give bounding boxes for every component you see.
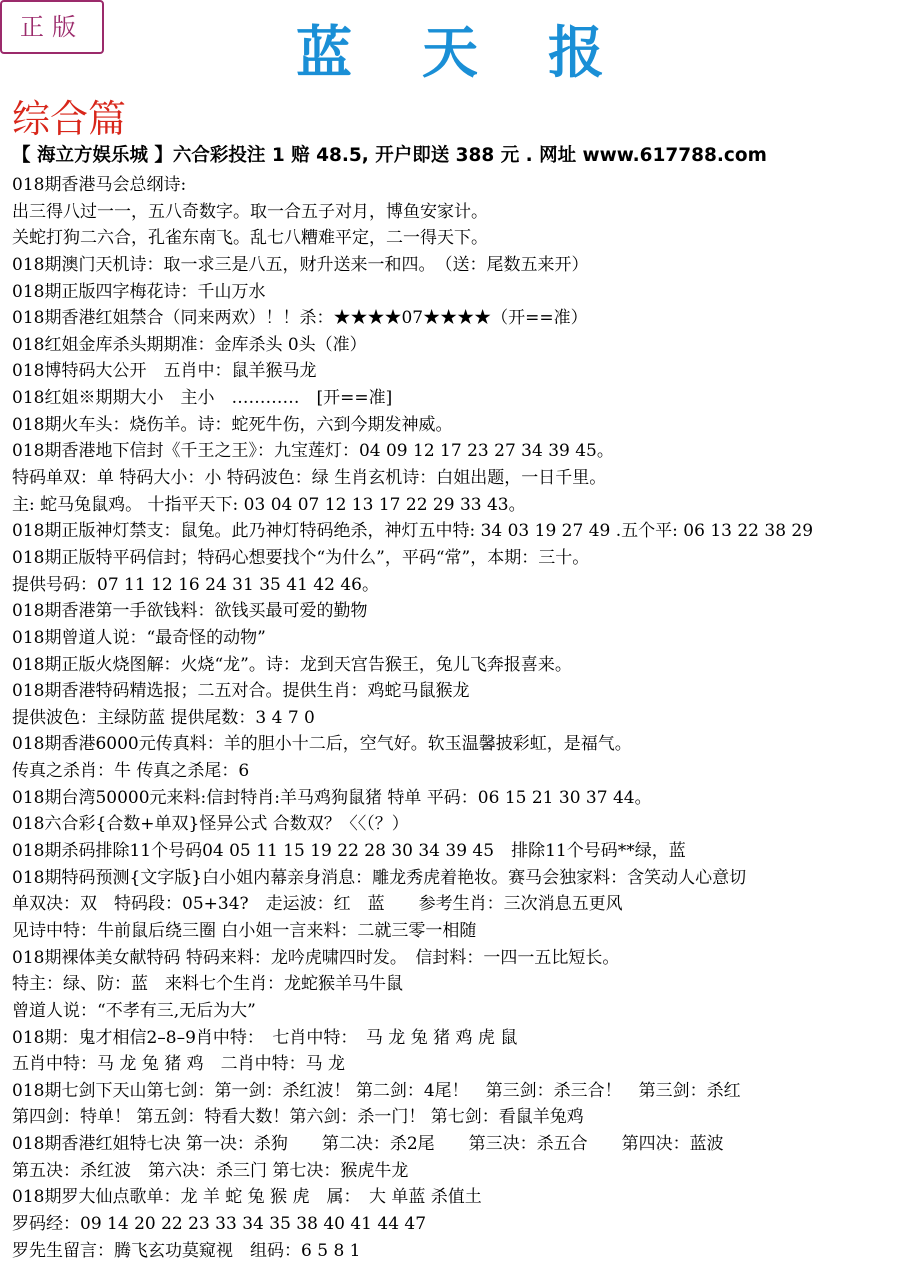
- text-line: 018期曾道人说：“最奇怪的动物”: [12, 627, 266, 648]
- text-line: 单双决：双 特码段：05+34? 走运波：红 蓝 参考生肖：三次消息五更风: [12, 894, 623, 915]
- text-line: 018期香港6000元传真料：羊的胆小十二后，空气好。软玉温馨披彩虹，是福气。: [12, 734, 632, 755]
- text-line: 018期正版特平码信封；特码心想要找个“为什么”，平码“常”，本期：三十。: [12, 547, 590, 568]
- text-line: 018红姐※期期大小 主小 ………… [开==准]: [12, 388, 393, 409]
- content-lines: [12, 172, 900, 1264]
- text-line: 关蛇打狗二六合，孔雀东南飞。乱七八糟难平定，二一得天下。: [12, 228, 488, 249]
- text-line: 出三得八过一一，五八奇数字。取一合五子对月，博鱼安家计。: [12, 201, 488, 222]
- text-line: 五肖中特：马 龙 兔 猪 鸡 二肖中特：马 龙: [12, 1054, 346, 1075]
- text-line: 传真之杀肖：牛 传真之杀尾：6: [12, 761, 250, 782]
- text-line: 018期台湾50000元来料:信封特肖:羊马鸡狗鼠猪 特单 平码：06 15 21 30 37 44。: [12, 787, 652, 808]
- text-line: 018期罗大仙点歌单：龙 羊 蛇 兔 猴 虎 属： 大 单蓝 杀值土: [12, 1187, 482, 1208]
- text-line: 018期正版火烧图解：火烧“龙”。诗：龙到天宫告猴王，兔儿飞奔报喜来。: [12, 654, 572, 675]
- text-line: 提供号码：07 11 12 16 24 31 35 41 42 46。: [12, 574, 379, 595]
- text-line: 提供波色：主绿防蓝 提供尾数：3 4 7 0: [12, 707, 315, 728]
- text-line: 018期杀码排除11个号码04 05 11 15 19 22 28 30 34 39 45 排除11个号码**绿，蓝: [12, 841, 686, 862]
- text-line: 018期特码预测{文字版}白小姐内幕亲身消息：雕龙秀虎着艳妆。赛马会独家料：含笑动人心意切: [12, 867, 747, 888]
- text-line: 特码单双：单 特码大小：小 特码波色：绿 生肖玄机诗：白姐出题，一日千里。: [12, 468, 607, 489]
- text-line: 018期正版神灯禁支：鼠兔。此乃神灯特码绝杀，神灯五中特: 34 03 19 27 49 .五个平: 06 13 22 38 29: [12, 521, 814, 542]
- text-line: 018期香港地下信封《千王之王》：九宝莲灯：04 09 12 17 23 27 34 39 45。: [12, 441, 614, 462]
- text-line: 罗先生留言：腾飞玄功莫窥视 组码：6 5 8 1: [12, 1240, 361, 1261]
- text-line: 018期：鬼才相信2–8–9肖中特： 七肖中特： 马 龙 兔 猪 鸡 虎 鼠: [12, 1027, 518, 1048]
- advert-banner: 【 海立方娱乐城 】六合彩投注 1 赔 48.5, 开户即送 388 元 . 网址 www.617788.com: [12, 145, 767, 166]
- text-line: 曾道人说：“不孝有三,无后为大”: [12, 1000, 256, 1021]
- text-line: 特主：绿、防：蓝 来料七个生肖：龙蛇猴羊马牛鼠: [12, 974, 403, 995]
- section-heading: 综合篇: [12, 97, 127, 141]
- text-line: 018期澳门天机诗：取一求三是八五，财升送来一和四。 （送：尾数五来开）: [12, 254, 589, 275]
- text-line: 018红姐金库杀头期期准：金库杀头 0头（准）: [12, 334, 367, 355]
- edition-badge: 正版: [0, 0, 104, 54]
- text-line: 第四剑：特单！ 第五剑：特看大数！第六剑：杀一门！ 第七剑：看鼠羊兔鸡: [12, 1107, 584, 1128]
- text-line: 018六合彩{合数+单双}怪异公式 合数双？〈〈（？）: [12, 814, 409, 835]
- text-line: 见诗中特：牛前鼠后绕三圈 白小姐一言来料：二就三零一相随: [12, 920, 477, 941]
- text-line: 罗码经：09 14 20 22 23 33 34 35 38 40 41 44 47: [12, 1213, 427, 1234]
- text-line: 018期七剑下天山第七剑：第一剑：杀红波！ 第二剑：4尾！ 第三剑：杀三合！ 第三剑：杀红: [12, 1080, 741, 1101]
- text-line: 第五决：杀红波 第六决：杀三门 第七决：猴虎牛龙: [12, 1160, 409, 1181]
- text-line: 018期正版四字梅花诗：千山万水: [12, 281, 266, 302]
- text-line: 018期香港马会总纲诗:: [12, 175, 187, 195]
- text-line: 主: 蛇马兔鼠鸡。 十指平天下: 03 04 07 12 13 17 22 29 33 43。: [12, 494, 526, 515]
- text-line: 018博特码大公开 五肖中：鼠羊猴马龙: [12, 361, 317, 382]
- text-line: 018期香港红姐禁合（同来两欢）！！杀：★★★★07★★★★（开==准）: [12, 308, 588, 329]
- text-line: 018期裸体美女献特码 特码来料：龙吟虎啸四时发。 信封料：一四一五比短长。: [12, 947, 620, 968]
- text-line: 018期香港红姐特七决 第一决：杀狗 第二决：杀2尾 第三决：杀五合 第四决：蓝波: [12, 1134, 724, 1155]
- text-line: 018期香港第一手欲钱料：欲钱买最可爱的勤物: [12, 601, 368, 622]
- text-line: 018期火车头：烧伤羊。诗：蛇死牛伤，六到今期发神威。: [12, 414, 453, 435]
- page-title: 蓝天报: [296, 20, 674, 86]
- text-line: 018期香港特码精选报；二五对合。提供生肖：鸡蛇马鼠猴龙: [12, 681, 470, 702]
